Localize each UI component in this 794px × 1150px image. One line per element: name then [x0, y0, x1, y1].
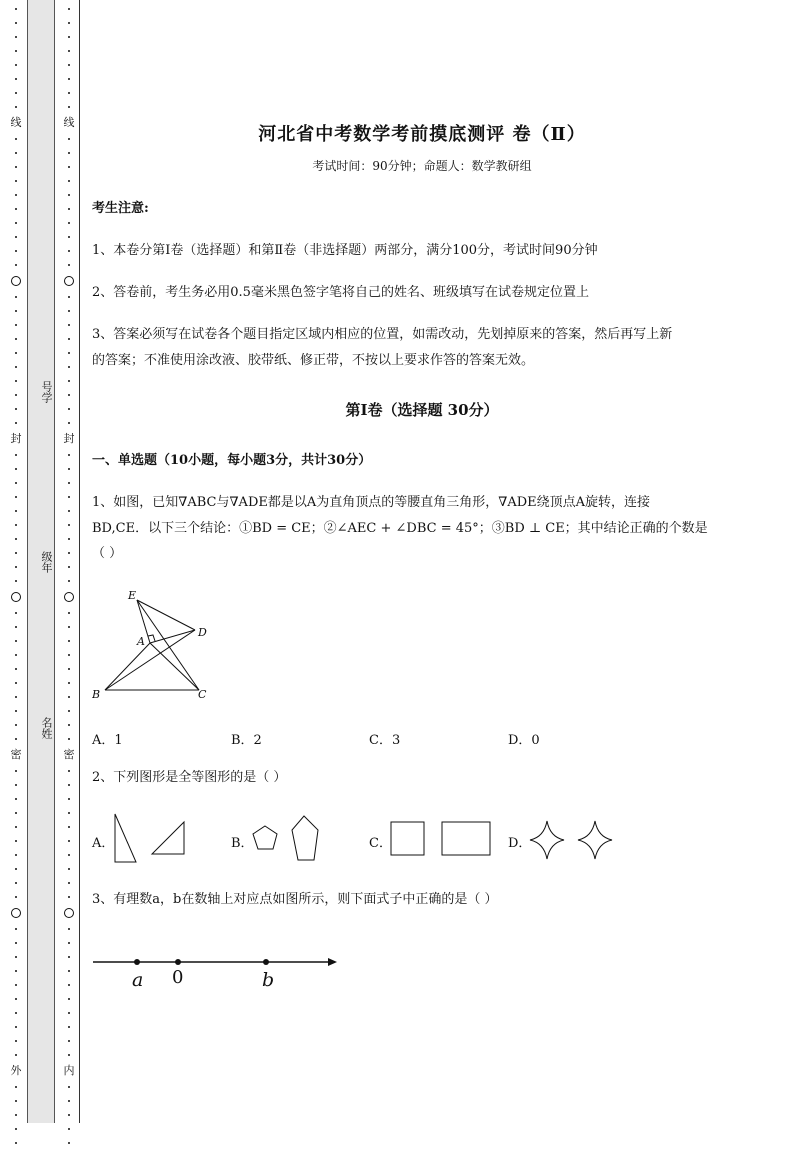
binding-dot: [68, 50, 70, 52]
binding-dot: [68, 366, 70, 368]
binding-dot: [68, 654, 70, 656]
q1-line-3: （ ）: [92, 546, 123, 561]
binding-dot: [15, 36, 17, 38]
binding-dot: [68, 868, 70, 870]
binding-dot: [15, 682, 17, 684]
binding-dot: [15, 310, 17, 312]
binding-dot: [15, 394, 17, 396]
binding-dot: [68, 264, 70, 266]
fig-label-a: A: [137, 635, 145, 648]
binding-circle: [64, 908, 74, 918]
binding-circle: [11, 908, 21, 918]
notice-item-2: 2、答卷前，考生务必用0.5毫米黑色签字笔将自己的姓名、班级填写在试卷规定位置上: [92, 285, 589, 300]
q2-option-c-label[interactable]: C．: [369, 836, 392, 851]
q1-option-b[interactable]: B．2: [231, 733, 262, 748]
name-label: 名姓: [40, 717, 53, 739]
binding-dot: [15, 696, 17, 698]
binding-circle: [11, 276, 21, 286]
binding-dot: [68, 882, 70, 884]
binding-dot: [15, 222, 17, 224]
binding-dot: [15, 1114, 17, 1116]
binding-dot: [68, 468, 70, 470]
binding-dot: [68, 640, 70, 642]
binding-dot: [15, 194, 17, 196]
binding-dot: [15, 1026, 17, 1028]
binding-dot: [15, 78, 17, 80]
binding-dot: [15, 956, 17, 958]
binding-dot: [15, 798, 17, 800]
binding-dot: [68, 970, 70, 972]
binding-dot: [15, 338, 17, 340]
binding-dot: [68, 1012, 70, 1014]
binding-dot: [15, 1142, 17, 1144]
binding-dot: [68, 510, 70, 512]
binding-dot: [68, 496, 70, 498]
binding-dot: [68, 352, 70, 354]
binding-dot: [68, 152, 70, 154]
binding-dot: [68, 106, 70, 108]
binding-dot: [68, 682, 70, 684]
binding-dot: [15, 250, 17, 252]
binding-dot: [15, 970, 17, 972]
binding-dot: [68, 566, 70, 568]
binding-dot: [68, 22, 70, 24]
notice-item-1: 1、本卷分第I卷（选择题）和第Ⅱ卷（非选择题）两部分，满分100分，考试时间90分钟: [92, 243, 598, 258]
binding-dot: [68, 770, 70, 772]
binding-mark: 封: [63, 432, 75, 445]
binding-dot: [15, 710, 17, 712]
grade-label: 级年: [40, 551, 53, 573]
binding-dot: [68, 482, 70, 484]
binding-dot: [15, 180, 17, 182]
binding-dot: [68, 408, 70, 410]
binding-dot: [15, 854, 17, 856]
binding-dot: [15, 1054, 17, 1056]
binding-dot: [68, 92, 70, 94]
binding-dot: [68, 784, 70, 786]
binding-dot: [15, 366, 17, 368]
fig-label-d: D: [198, 626, 207, 639]
binding-dot: [68, 324, 70, 326]
binding-dot: [15, 538, 17, 540]
binding-dot: [15, 668, 17, 670]
binding-circle: [64, 276, 74, 286]
binding-dot: [15, 1040, 17, 1042]
binding-dot: [68, 552, 70, 554]
q3-stem: 3、有理数a，b在数轴上对应点如图所示，则下面式子中正确的是（ ）: [92, 892, 498, 907]
page-title: 河北省中考数学考前摸底测评 卷（Ⅱ）: [258, 124, 586, 145]
exam-info: 考试时间：90分钟；命题人：数学教研组: [312, 159, 532, 173]
binding-dot: [68, 840, 70, 842]
binding-dot: [15, 552, 17, 554]
q2-option-c-rectangles: [390, 820, 492, 858]
binding-dot: [15, 50, 17, 52]
binding-dot: [15, 826, 17, 828]
binding-dot: [15, 422, 17, 424]
binding-dot: [68, 454, 70, 456]
binding-dot: [15, 106, 17, 108]
q2-option-b-label[interactable]: B．: [231, 836, 254, 851]
binding-dot: [15, 626, 17, 628]
binding-dot: [68, 826, 70, 828]
binding-dot: [15, 92, 17, 94]
binding-dot: [68, 78, 70, 80]
binding-dot: [15, 524, 17, 526]
q1-line-1: 1、如图，已知∇ABC与∇ADE都是以A为直角顶点的等腰直角三角形，∇ADE绕顶点A旋转，连接: [92, 495, 651, 510]
q1-triangle-figure: [92, 585, 222, 705]
q2-option-b-pentagons: [252, 814, 324, 864]
binding-dot: [15, 812, 17, 814]
binding-dot: [68, 998, 70, 1000]
binding-dot: [68, 612, 70, 614]
q1-option-a[interactable]: A．1: [92, 733, 123, 748]
binding-dot: [15, 868, 17, 870]
binding-dot: [68, 524, 70, 526]
notice-item-3-cont: 的答案；不准使用涂改液、胶带纸、修正带，不按以上要求作答的答案无效。: [92, 353, 535, 368]
binding-dot: [68, 138, 70, 140]
binding-dot: [15, 612, 17, 614]
binding-dot: [15, 236, 17, 238]
binding-dot: [15, 8, 17, 10]
binding-dot: [15, 1128, 17, 1130]
binding-dot: [15, 1100, 17, 1102]
binding-dot: [15, 1012, 17, 1014]
binding-dot: [68, 236, 70, 238]
binding-dot: [15, 882, 17, 884]
binding-dot: [68, 296, 70, 298]
binding-dot: [15, 942, 17, 944]
binding-dot: [15, 264, 17, 266]
binding-dot: [68, 8, 70, 10]
q2-option-a-triangles: [112, 812, 192, 864]
binding-dot: [68, 250, 70, 252]
binding-dot: [68, 626, 70, 628]
binding-dot: [68, 580, 70, 582]
binding-dot: [68, 422, 70, 424]
binding-dots-outer: [11, 2, 21, 1150]
binding-dot: [68, 724, 70, 726]
binding-dot: [15, 840, 17, 842]
binding-dot: [15, 22, 17, 24]
binding-dot: [15, 152, 17, 154]
binding-dot: [15, 496, 17, 498]
binding-dot: [15, 984, 17, 986]
binding-dot: [68, 812, 70, 814]
q1-line-2: BD,CE．以下三个结论：①BD = CE；②∠AEC + ∠DBC = 45°；③BD ⊥ CE；其中结论正确的个数是: [92, 521, 708, 536]
q2-option-d-stars: [528, 818, 614, 862]
notice-item-3: 3、答案必须写在试卷各个题目指定区域内相应的位置，如需改动，先划掉原来的答案，然后再写上新: [92, 327, 673, 342]
binding-dot: [15, 296, 17, 298]
binding-mark: 外: [10, 1064, 22, 1077]
binding-dot: [68, 696, 70, 698]
part1-title: 第I卷（选择题 30分）: [345, 401, 499, 419]
binding-dot: [68, 180, 70, 182]
binding-dot: [68, 798, 70, 800]
binding-dot: [68, 1114, 70, 1116]
binding-dot: [15, 208, 17, 210]
fig-label-e: E: [128, 589, 137, 602]
binding-dot: [68, 1086, 70, 1088]
binding-dot: [15, 566, 17, 568]
binding-dot: [68, 1128, 70, 1130]
binding-dot: [68, 394, 70, 396]
binding-dot: [68, 1040, 70, 1042]
q2-stem: 2、下列图形是全等图形的是（ ）: [92, 770, 287, 785]
q2-option-d-label[interactable]: D．: [508, 836, 532, 851]
binding-dot: [15, 998, 17, 1000]
binding-dot: [68, 1054, 70, 1056]
fig-label-c: C: [198, 688, 207, 701]
binding-dot: [68, 222, 70, 224]
binding-dot: [15, 784, 17, 786]
binding-dot: [68, 668, 70, 670]
binding-dot: [15, 654, 17, 656]
binding-mark: 线: [63, 116, 75, 129]
binding-dot: [15, 138, 17, 140]
binding-dot: [68, 942, 70, 944]
binding-dot: [68, 854, 70, 856]
binding-dot: [15, 738, 17, 740]
binding-dot: [15, 640, 17, 642]
binding-dot: [15, 724, 17, 726]
binding-dot: [68, 738, 70, 740]
section-heading: 一、单选题（10小题，每小题3分，共计30分）: [92, 453, 372, 468]
binding-dot: [15, 928, 17, 930]
binding-dot: [68, 208, 70, 210]
binding-dot: [68, 956, 70, 958]
binding-dots-inner: [64, 2, 74, 1150]
binding-mark: 封: [10, 432, 22, 445]
binding-dot: [15, 1086, 17, 1088]
binding-dot: [15, 770, 17, 772]
binding-mark: 内: [63, 1064, 75, 1077]
binding-dot: [15, 166, 17, 168]
binding-dot: [68, 538, 70, 540]
binding-dot: [15, 454, 17, 456]
q3-number-line: [92, 945, 342, 995]
binding-dot: [15, 380, 17, 382]
binding-dot: [68, 928, 70, 930]
binding-dot: [68, 1026, 70, 1028]
binding-dot: [15, 468, 17, 470]
binding-dot: [68, 380, 70, 382]
axis-label-a: a: [132, 969, 144, 991]
binding-dot: [68, 1142, 70, 1144]
binding-mark: 线: [10, 116, 22, 129]
binding-dot: [15, 580, 17, 582]
binding-dot: [15, 408, 17, 410]
fig-label-b: B: [92, 688, 101, 701]
binding-dot: [68, 1100, 70, 1102]
binding-dot: [68, 338, 70, 340]
axis-label-zero: 0: [172, 967, 184, 988]
binding-dot: [68, 64, 70, 66]
binding-dot: [68, 896, 70, 898]
binding-dot: [15, 510, 17, 512]
binding-dot: [15, 64, 17, 66]
q1-option-d[interactable]: D．0: [508, 733, 540, 748]
q2-option-a-label[interactable]: A．: [92, 836, 115, 851]
binding-dot: [68, 194, 70, 196]
axis-label-b: b: [262, 969, 275, 991]
notice-heading: 考生注意:: [92, 201, 149, 216]
binding-dot: [68, 710, 70, 712]
binding-mark: 密: [10, 748, 22, 761]
margin-line: [79, 0, 80, 1123]
binding-dot: [68, 36, 70, 38]
binding-dot: [15, 482, 17, 484]
binding-dot: [15, 352, 17, 354]
binding-circle: [64, 592, 74, 602]
student-number-label: 号学: [40, 381, 53, 403]
binding-mark: 密: [63, 748, 75, 761]
binding-dot: [15, 324, 17, 326]
binding-dot: [68, 166, 70, 168]
binding-dot: [68, 310, 70, 312]
q1-option-c[interactable]: C．3: [369, 733, 401, 748]
binding-dot: [15, 896, 17, 898]
binding-dot: [68, 984, 70, 986]
binding-circle: [11, 592, 21, 602]
